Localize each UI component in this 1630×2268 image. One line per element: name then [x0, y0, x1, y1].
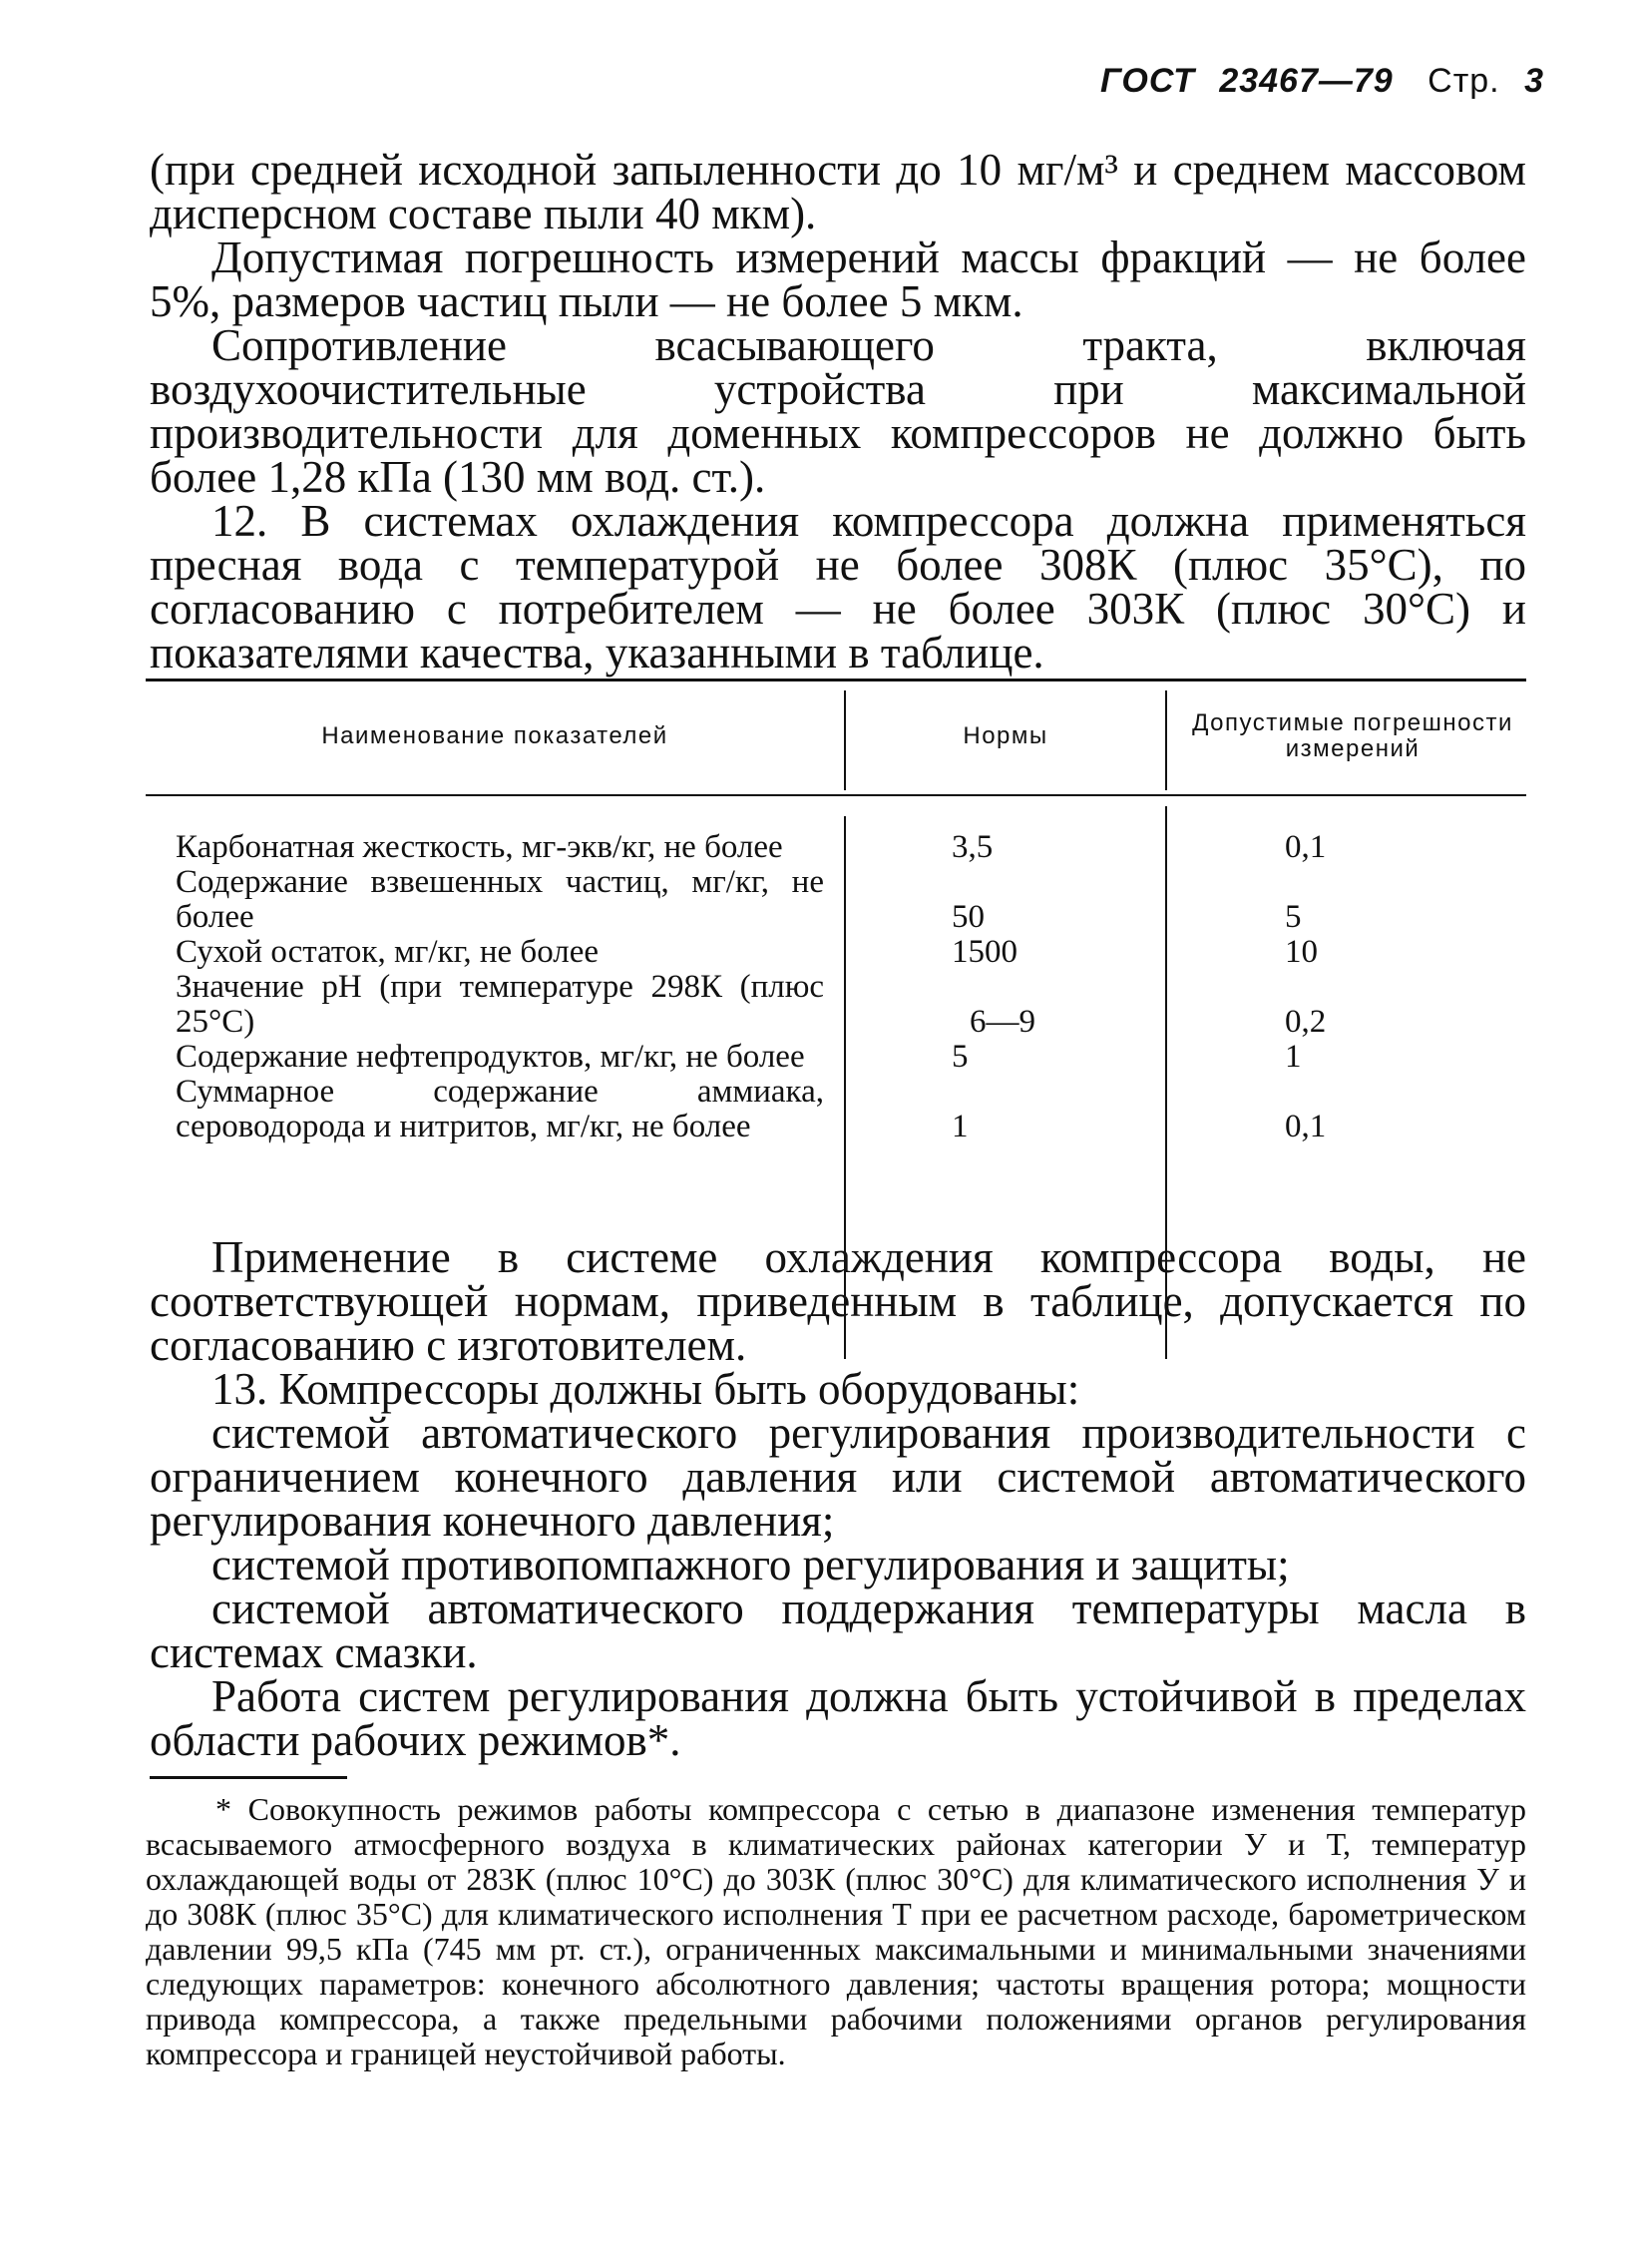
row-error: 5	[1285, 899, 1302, 935]
table-row	[146, 935, 1526, 970]
page-number: 3	[1524, 62, 1544, 100]
paragraph: Работа систем регулирования должна быть устойчивой в пределах области рабочих режимов*.	[150, 1671, 1526, 1765]
row-norm: 3,5	[952, 829, 994, 865]
paragraph: (при средней исходной запыленности до 10 мг/м³ и среднем массовом дисперсном составе пыли 40 мкм).	[150, 145, 1526, 238]
body-text-bottom	[150, 1232, 1526, 1765]
paragraph: Применение в системе охлаждения компрессора воды, не соответствующей нормам, приведенным в таблице, допускается по согласованию с изготовителем.	[150, 1232, 1526, 1370]
table-row	[146, 1040, 1526, 1075]
row-error: 0,1	[1285, 829, 1327, 865]
row-name: Содержание взвешенных частиц, мг/кг, не более	[176, 864, 824, 935]
table-body	[146, 830, 1526, 1144]
paragraph: системой противопомпажного регулирования и защиты;	[211, 1540, 1290, 1589]
row-norm: 6—9	[970, 1004, 1035, 1040]
paragraph: 12. В системах охлаждения компрессора должна применяться пресная вода с температурой не более 308К (плюс 35°С), по согласованию с потребителем — не более 303К (плюс 30°С) и показателями качества, указанными в таблице.	[150, 496, 1526, 678]
row-error: 0,1	[1285, 1109, 1327, 1144]
page-label: Стр.	[1427, 62, 1500, 100]
paragraph: системой автоматического регулирования производительности с ограничением конечного давления или системой автоматического регулирования конечного давления;	[150, 1408, 1526, 1546]
table-header-rule	[146, 794, 1526, 796]
row-name: Содержание нефтепродуктов, мг/кг, не более	[176, 1039, 805, 1075]
row-name: Карбонатная жесткость, мг-экв/кг, не более	[176, 829, 783, 865]
table-row	[146, 1075, 1526, 1144]
row-error: 0,2	[1285, 1004, 1327, 1040]
paragraph: Допустимая погрешность измерений массы фракций — не более 5%, размеров частиц пыли — не более 5 мкм.	[150, 232, 1526, 326]
standard-number: 23467—79	[1219, 62, 1394, 100]
standard-label: ГОСТ	[1099, 62, 1195, 100]
footnote-text: * Совокупность режимов работы компрессора с сетью в диапазоне изменения температур всасываемого атмосферного воздуха в климатических районах категории У и Т, температур охлаждающей воды от 283К (плюс 10°С) до 303К (плюс 30°С) для климатического исполнения У и до 308К (плюс 35°С) для климатического исполнения Т при ее расчетном расходе, барометрическом давлении 99,5 кПа (745 мм рт. ст.), ограниченных максимальными и минимальными значениями следующих параметров: конечного абсолютного давления; частоты вращения ротора; мощности привода компрессора, а также предельными рабочими положениями органов регулирования компрессора и границей неустойчивой работы.	[146, 1791, 1526, 2071]
row-error: 1	[1285, 1039, 1302, 1075]
body-text-top	[150, 145, 1526, 678]
header-cell-errors: Допустимые погрешности измерений	[1192, 709, 1513, 762]
header-cell-name: Наименование показателей	[321, 722, 668, 749]
table-row	[146, 830, 1526, 865]
footnote	[146, 1792, 1526, 2071]
paragraph: 13. Компрессоры должны быть оборудованы:	[211, 1364, 1080, 1414]
table-row	[146, 865, 1526, 935]
row-name: Суммарное содержание аммиака, сероводорода и нитритов, мг/кг, не более	[176, 1074, 824, 1144]
column-divider	[1165, 690, 1167, 790]
row-norm: 1	[952, 1109, 969, 1144]
header-cell-norms: Нормы	[963, 722, 1048, 749]
table-row	[146, 970, 1526, 1040]
row-norm: 50	[952, 899, 985, 935]
row-norm: 5	[952, 1039, 969, 1075]
paragraph: Сопротивление всасывающего тракта, включая воздухоочистительные устройства при максимальной производительности для доменных компрессоров не должно быть более 1,28 кПа (130 мм вод. ст.).	[150, 320, 1526, 502]
row-error: 10	[1285, 934, 1318, 970]
footnote-separator	[150, 1776, 347, 1779]
row-name: Сухой остаток, мг/кг, не более	[176, 934, 600, 970]
paragraph: системой автоматического поддержания температуры масла в системах смазки.	[150, 1584, 1526, 1677]
row-name: Значение pH (при температуре 298К (плюс 25°С)	[176, 969, 824, 1040]
page-header	[1086, 62, 1544, 101]
row-norm: 1500	[952, 934, 1018, 970]
